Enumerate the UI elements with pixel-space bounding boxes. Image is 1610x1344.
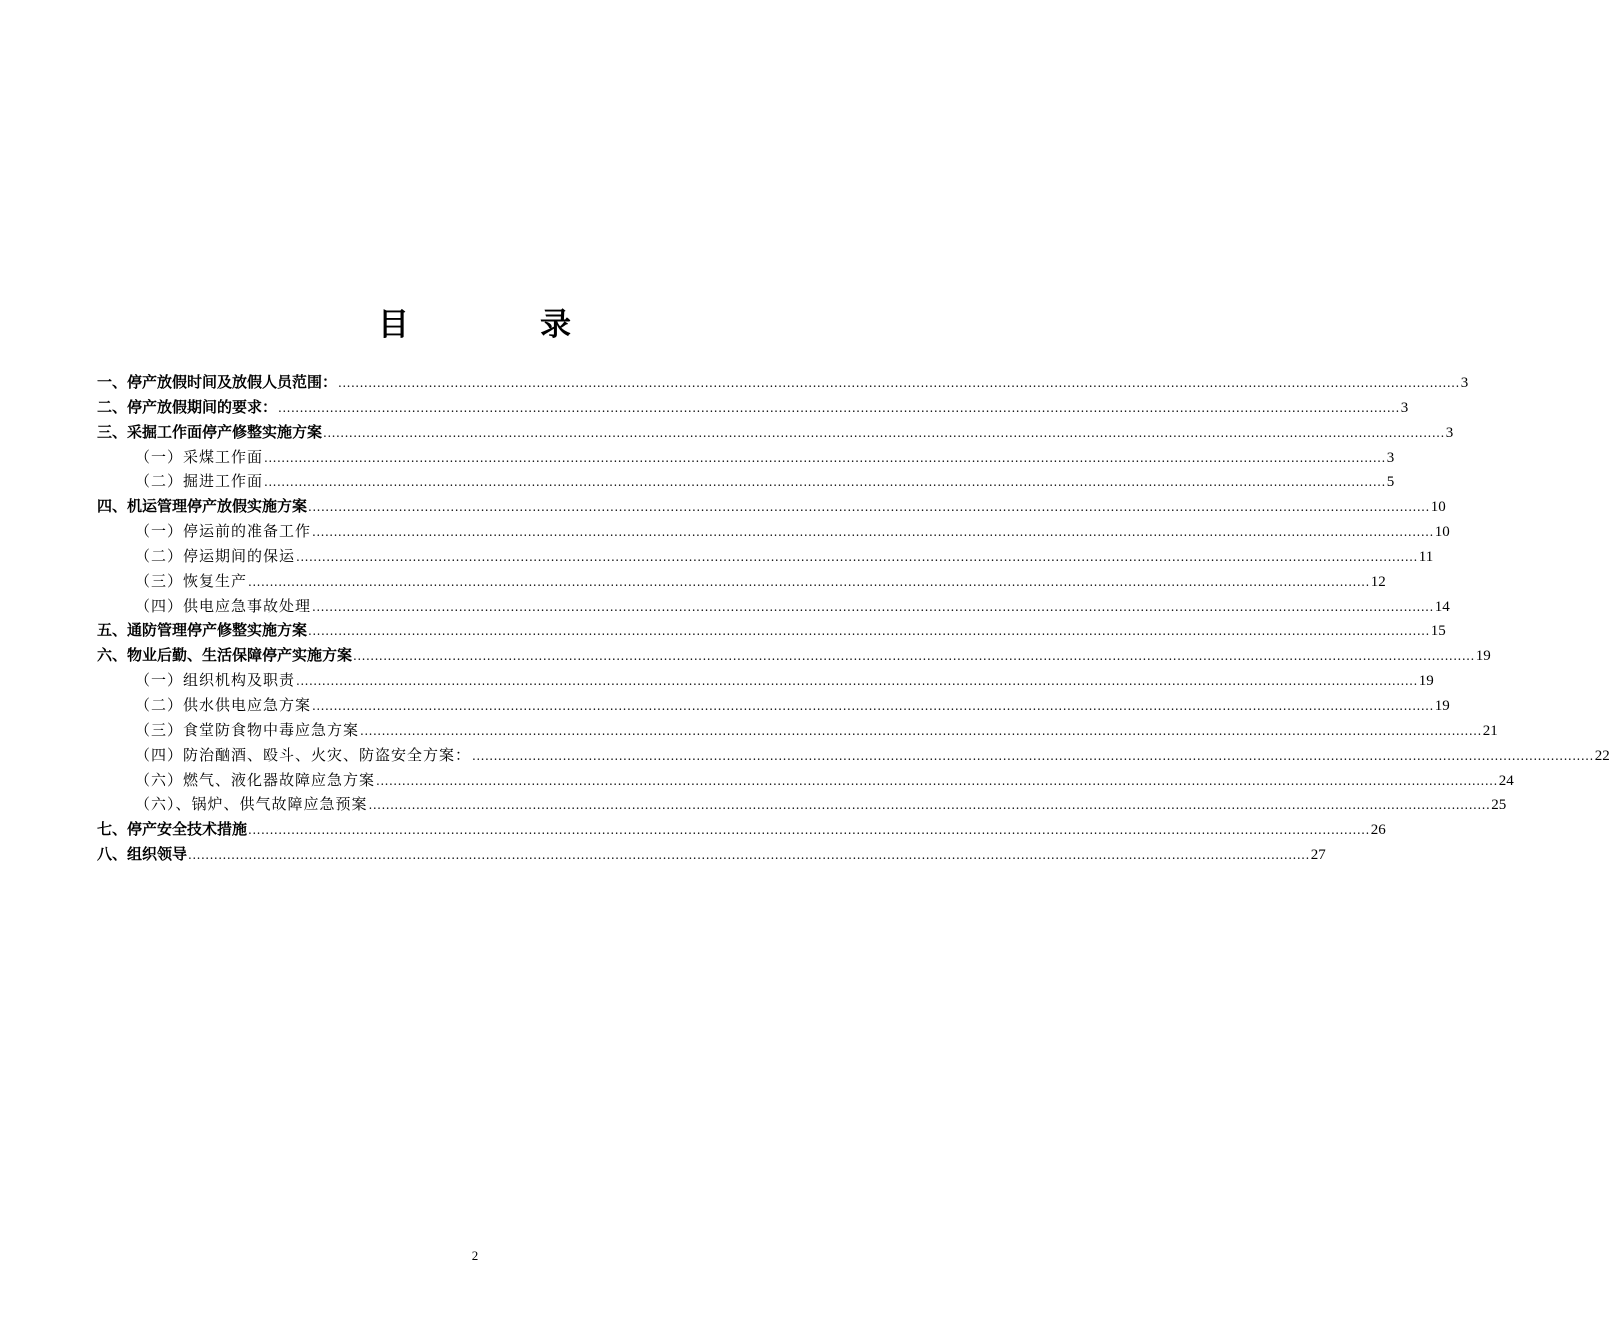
toc-entry-page: 12 <box>1370 573 1386 590</box>
toc-entry-page: 26 <box>1370 822 1386 839</box>
toc-entry-label: 四、机运管理停产放假实施方案 <box>97 497 308 516</box>
toc-entry-label: （四）防治酗酒、殴斗、火灾、防盗安全方案： <box>135 745 472 764</box>
toc-entry-page: 3 <box>1400 399 1409 416</box>
toc-entry-label: （一）采煤工作面 <box>135 447 264 466</box>
toc-entry-page: 19 <box>1418 673 1434 690</box>
toc-entry-label: （六）燃气、液化器故障应急方案 <box>135 770 376 789</box>
toc-entry[interactable] <box>97 693 1450 718</box>
toc-entry[interactable] <box>97 768 1514 793</box>
toc-leader-dots: .................................................................................................................................................................................................................................................................... <box>308 500 1430 515</box>
toc-entry-label: 二、停产放假期间的要求： <box>97 397 278 416</box>
toc-entry-label: （二）掘进工作面 <box>135 472 264 491</box>
toc-leader-dots: .................................................................................................................................................................................................................................................................... <box>248 823 1370 838</box>
toc-entry-page: 19 <box>1434 697 1450 714</box>
toc-entry[interactable] <box>97 544 1434 569</box>
toc-entry[interactable] <box>97 792 1507 817</box>
toc-leader-dots: .................................................................................................................................................................................................................................................................... <box>338 376 1460 390</box>
toc-entry-page: 25 <box>1491 797 1507 814</box>
toc-title-char-1: 目 <box>378 307 409 343</box>
toc-entry-page: 14 <box>1434 598 1450 615</box>
toc-entry-label: （二）供水供电应急方案 <box>135 695 312 714</box>
toc-entry-label: （六）、锅炉、供气故障应急预案 <box>135 795 368 814</box>
toc-leader-dots: .................................................................................................................................................................................................................................................................... <box>296 674 1418 689</box>
toc-entry-label: （一）组织机构及职责 <box>135 671 296 690</box>
toc-leader-dots: .................................................................................................................................................................................................................................................................... <box>353 649 1475 664</box>
toc-entry-page: 3 <box>1460 375 1469 391</box>
toc-entry-page: 24 <box>1498 772 1514 789</box>
toc-entry[interactable] <box>97 370 1469 395</box>
toc-entry[interactable] <box>97 494 1446 519</box>
toc-entry-page: 3 <box>1445 424 1454 441</box>
toc-entry[interactable] <box>97 469 1395 494</box>
toc-entry-label: 六、物业后勤、生活保障停产实施方案 <box>97 646 353 665</box>
toc-entry[interactable] <box>97 743 1610 768</box>
toc-entry[interactable] <box>97 569 1386 594</box>
toc-entry[interactable] <box>97 519 1450 544</box>
toc-leader-dots: .................................................................................................................................................................................................................................................................... <box>360 723 1482 738</box>
toc-leader-dots: .................................................................................................................................................................................................................................................................... <box>323 425 1445 440</box>
toc-entry[interactable] <box>97 445 1395 470</box>
toc-leader-dots: .................................................................................................................................................................................................................................................................... <box>308 624 1430 639</box>
toc-entry[interactable] <box>97 618 1446 643</box>
toc-entry-page: 10 <box>1434 524 1450 541</box>
toc-entry[interactable] <box>97 842 1326 867</box>
table-of-contents <box>97 370 1610 867</box>
toc-entry-page: 11 <box>1418 548 1434 565</box>
toc-leader-dots: .................................................................................................................................................................................................................................................................... <box>312 698 1434 713</box>
toc-leader-dots: .................................................................................................................................................................................................................................................................... <box>278 400 1400 415</box>
toc-entry-label: （三）食堂防食物中毒应急方案 <box>135 720 360 739</box>
toc-entry-page: 10 <box>1430 499 1446 516</box>
toc-leader-dots: .................................................................................................................................................................................................................................................................... <box>376 773 1498 788</box>
toc-entry-label: 三、采掘工作面停产修整实施方案 <box>97 422 323 441</box>
toc-entry-label: 一、停产放假时间及放假人员范围： <box>97 373 338 391</box>
toc-entry[interactable] <box>97 668 1434 693</box>
toc-leader-dots: .................................................................................................................................................................................................................................................................... <box>264 450 1386 465</box>
toc-entry[interactable] <box>97 420 1454 445</box>
toc-entry-label: 八、组织领导 <box>97 845 188 864</box>
toc-leader-dots: .................................................................................................................................................................................................................................................................... <box>296 549 1418 564</box>
page-number: 2 <box>471 1248 479 1263</box>
toc-entry-page: 15 <box>1430 623 1446 640</box>
toc-entry-page: 27 <box>1310 847 1326 864</box>
toc-entry-label: 五、通防管理停产修整实施方案 <box>97 621 308 640</box>
toc-entry-label: 七、停产安全技术措施 <box>97 820 248 839</box>
toc-entry-page: 5 <box>1386 474 1395 491</box>
toc-entry-label: （四）供电应急事故处理 <box>135 596 312 615</box>
toc-leader-dots: .................................................................................................................................................................................................................................................................... <box>188 848 1310 863</box>
toc-entry-page: 21 <box>1482 722 1498 739</box>
toc-leader-dots: .................................................................................................................................................................................................................................................................... <box>312 599 1434 614</box>
toc-entry-label: （二）停运期间的保运 <box>135 546 296 565</box>
toc-leader-dots: .................................................................................................................................................................................................................................................................... <box>472 748 1594 763</box>
toc-entry[interactable] <box>97 643 1491 668</box>
toc-entry-label: （一）停运前的准备工作 <box>135 522 312 541</box>
toc-entry-label: （三）恢复生产 <box>135 571 248 590</box>
toc-title-char-2: 录 <box>540 307 571 343</box>
toc-leader-dots: .................................................................................................................................................................................................................................................................... <box>248 574 1370 589</box>
toc-leader-dots: .................................................................................................................................................................................................................................................................... <box>312 525 1434 540</box>
toc-entry-page: 22 <box>1594 747 1610 764</box>
toc-leader-dots: .................................................................................................................................................................................................................................................................... <box>368 798 1491 813</box>
toc-entry[interactable] <box>97 594 1450 619</box>
toc-entry[interactable] <box>97 718 1498 743</box>
toc-entry[interactable] <box>97 395 1409 420</box>
toc-title <box>0 300 950 350</box>
toc-entry-page: 19 <box>1475 648 1491 665</box>
toc-entry-page: 3 <box>1386 449 1395 466</box>
toc-leader-dots: .................................................................................................................................................................................................................................................................... <box>264 475 1386 490</box>
toc-entry[interactable] <box>97 817 1386 842</box>
